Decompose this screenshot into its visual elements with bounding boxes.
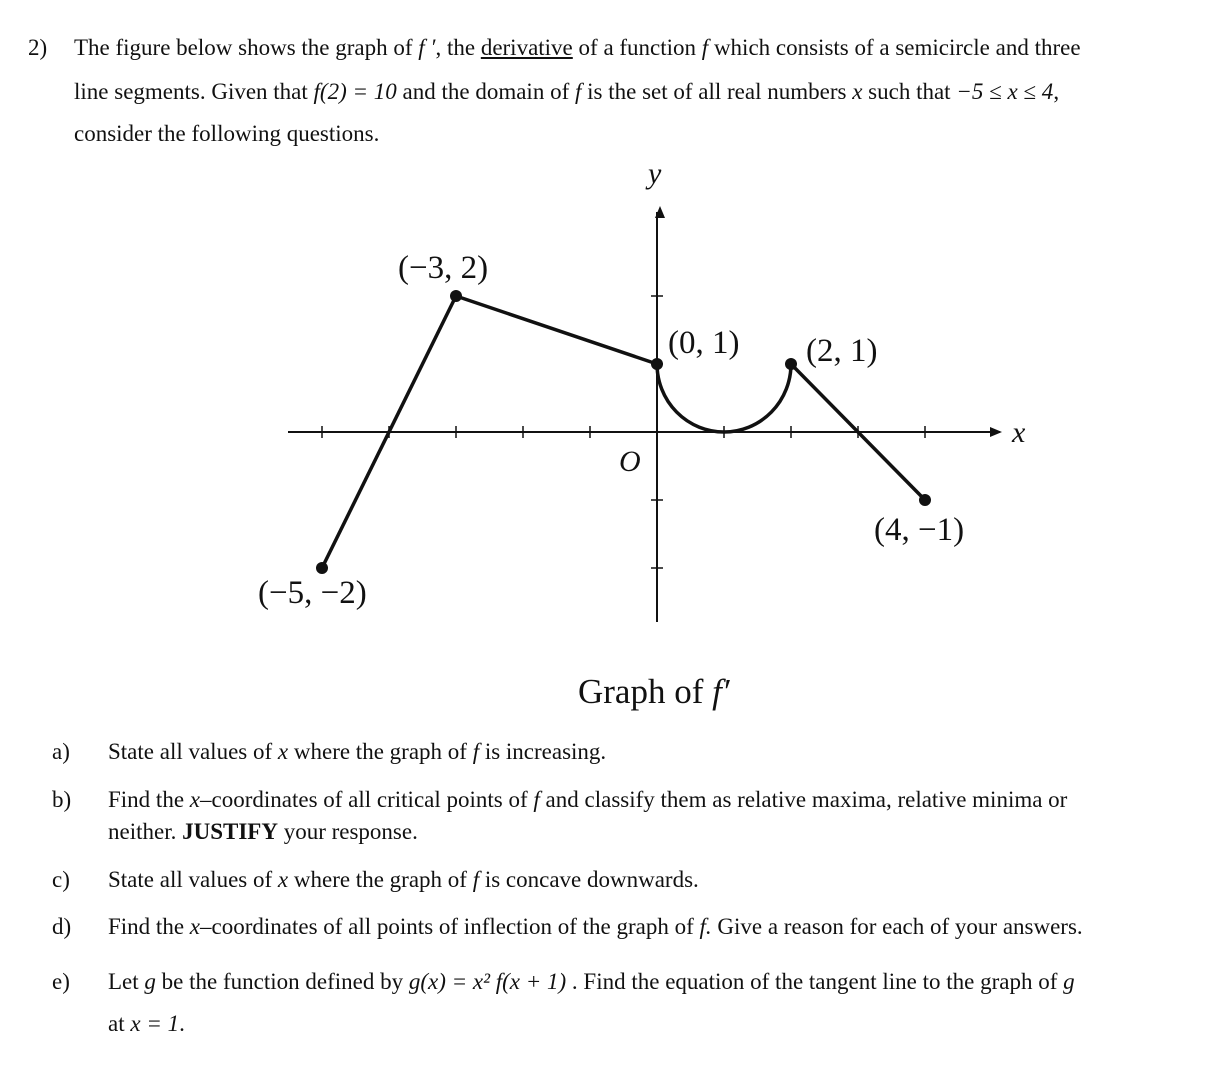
y-axis-label: y: [648, 157, 662, 190]
caption-f-prime: f′: [712, 672, 730, 711]
derivative-word: derivative: [480, 35, 573, 60]
question-text: be the function defined by: [155, 969, 409, 994]
point-label-p4: (2, 1): [806, 333, 878, 369]
question-e-letter: e): [52, 969, 70, 994]
point-label-p1: (−5, −2): [258, 575, 367, 611]
question-text: neither.: [108, 819, 183, 844]
f-symbol: f: [701, 35, 709, 60]
question-a: [108, 740, 606, 763]
question-a-letter: a): [52, 739, 70, 764]
question-text: Let: [108, 969, 145, 994]
given-value: f(2) = 10: [313, 79, 397, 104]
x-symbol: x: [277, 739, 289, 764]
question-b-line-2: [108, 820, 418, 843]
point-marker-3: [651, 358, 663, 370]
intro-text: and the domain of: [396, 79, 575, 104]
question-b: [108, 788, 1067, 811]
x-symbol: x: [189, 914, 200, 939]
intro-text: such that: [862, 79, 957, 104]
point-marker-1: [316, 562, 328, 574]
question-text: at: [108, 1011, 131, 1036]
point-marker-5: [919, 494, 931, 506]
question-text: .: [179, 1011, 185, 1036]
intro-text: line segments. Given that: [74, 79, 314, 104]
f-prime-symbol: f ′: [418, 35, 436, 60]
question-c: [108, 868, 699, 891]
question-text: your response.: [277, 819, 418, 844]
intro-text: is the set of all real numbers: [581, 79, 853, 104]
x-symbol: x: [852, 79, 863, 104]
question-text: is concave downwards.: [479, 867, 699, 892]
intro-text: The figure below shows the graph of: [74, 35, 419, 60]
question-text: State all values of: [108, 867, 278, 892]
f-symbol: f: [472, 867, 480, 892]
point-label-p2: (−3, 2): [398, 250, 489, 286]
function-definition: g(x) = x² f(x + 1): [408, 969, 567, 994]
question-text: State all values of: [108, 739, 278, 764]
intro-line-3: consider the following questions.: [74, 121, 380, 146]
x-symbol: x: [189, 787, 200, 812]
f-symbol: f: [575, 79, 582, 104]
figure-caption: [578, 672, 731, 711]
point-label-p5: (4, −1): [874, 512, 965, 548]
question-text: is increasing.: [479, 739, 607, 764]
question-c-letter: c): [52, 867, 70, 892]
domain-inequality: −5 ≤ x ≤ 4: [956, 79, 1054, 104]
question-text: where the graph of: [288, 739, 473, 764]
semicircle-arc: [657, 364, 791, 432]
question-text: and classify them as relative maxima, relative minima or: [539, 787, 1068, 812]
x-axis-label: x: [1012, 416, 1026, 449]
f-symbol: f.: [699, 914, 712, 939]
question-e-line-2: [108, 1012, 185, 1035]
at-value: x = 1: [130, 1011, 180, 1036]
question-d-letter: d): [52, 914, 72, 939]
intro-text: which consists of a semicircle and three: [708, 35, 1081, 60]
point-marker-2: [450, 290, 462, 302]
question-d: [108, 915, 1083, 938]
f-symbol: f: [533, 787, 540, 812]
x-symbol: x: [277, 867, 289, 892]
intro-text: of a function: [572, 35, 702, 60]
question-text: Give a reason for each of your answers.: [711, 914, 1083, 939]
question-text: –coordinates of all points of inflection of the graph of: [200, 914, 700, 939]
origin-label: O: [619, 445, 641, 478]
caption-text: Graph of: [578, 672, 713, 711]
question-text: where the graph of: [288, 867, 473, 892]
question-text: Find the: [108, 787, 190, 812]
point-label-p3: (0, 1): [668, 325, 740, 361]
question-text: . Find the equation of the tangent line to the graph of: [566, 969, 1064, 994]
problem-number: 2): [28, 35, 48, 60]
intro-text: , the: [435, 35, 481, 60]
g-symbol: g: [144, 969, 156, 994]
justify-word: JUSTIFY: [182, 819, 278, 844]
question-e: [108, 970, 1075, 993]
point-marker-4: [785, 358, 797, 370]
f-symbol: f: [472, 739, 480, 764]
question-text: –coordinates of all critical points of: [200, 787, 534, 812]
question-text: Find the: [108, 914, 190, 939]
question-b-letter: b): [52, 787, 72, 812]
line-segment-2: [456, 296, 657, 364]
intro-text: ,: [1053, 79, 1060, 104]
g-symbol: g: [1063, 969, 1075, 994]
